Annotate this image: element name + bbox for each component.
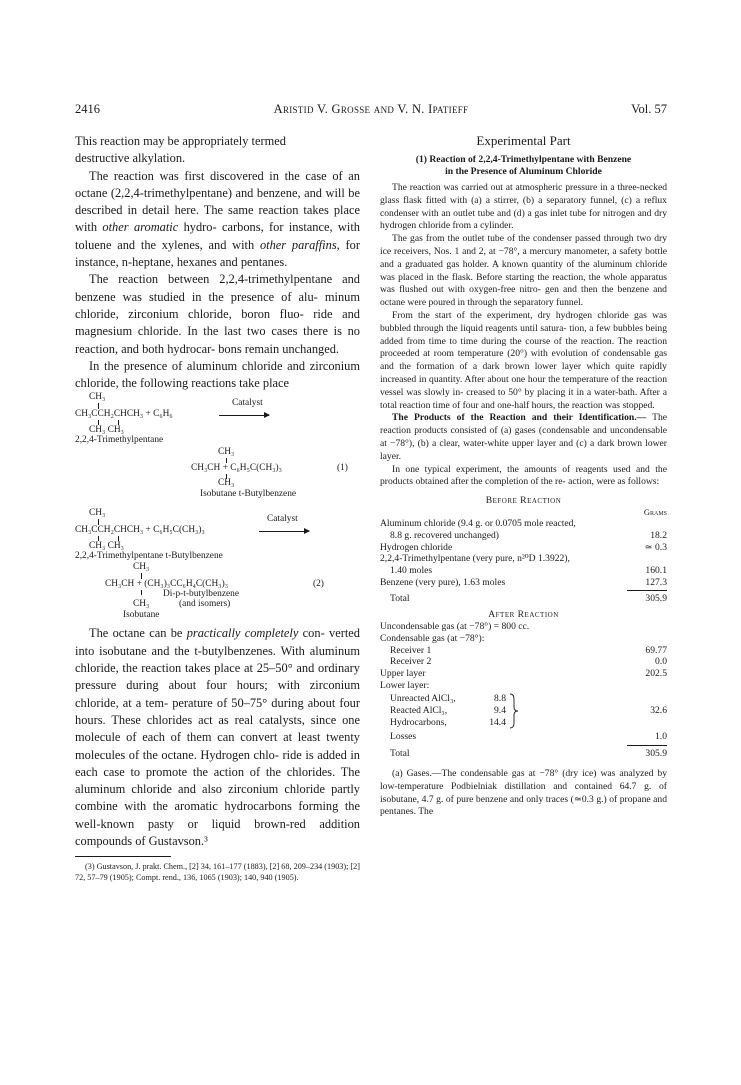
text-line: cases there is no reaction, and both hydrocar- xyxy=(75,324,361,356)
text-line: hexanes and pentanes. xyxy=(176,255,288,270)
table-row xyxy=(380,656,667,668)
text-line: action, were as follows: xyxy=(568,476,660,488)
row-value: 32.6 xyxy=(650,705,667,717)
eq-substituent: CH₃ CH₃ xyxy=(89,425,124,436)
right-column xyxy=(380,133,667,819)
eq-substituent: CH₃ xyxy=(133,562,150,573)
text-line: With aluminum chloride, the reaction takes place xyxy=(75,643,360,676)
equation-number: (1) xyxy=(337,463,348,474)
row-value: 18.2 xyxy=(650,529,667,541)
text-line: pasty or liquid brown-red addition compounds of xyxy=(75,816,360,849)
text-line: also zirconium chloride partly combine with the xyxy=(75,782,360,814)
emphasis: other paraffins xyxy=(259,237,337,252)
table-row xyxy=(380,577,667,589)
after-reaction-table xyxy=(380,621,667,762)
table-row xyxy=(380,731,667,743)
text-line: was analyzed by low-temperature Podbielniak distillation xyxy=(380,768,668,792)
table-caption-after: After Reaction xyxy=(488,609,559,621)
paragraph xyxy=(75,625,360,850)
text-line: whole apparatus was flushed out with oxygen-free nitro- xyxy=(380,271,667,296)
text-line: The reaction was carried out at atmospheric pressure xyxy=(392,182,598,193)
text-line: gas and the formation of a dark brown lower layer which xyxy=(380,348,667,373)
bond-line xyxy=(141,590,142,595)
footnote xyxy=(75,862,360,883)
row-label: Receiver 1 xyxy=(390,644,432,656)
table-row xyxy=(380,553,667,565)
text-line: (1) Reaction of 2,2,4-Trimethylpentane with Benzene xyxy=(415,154,632,165)
row-label: Unreacted AlCl₃, xyxy=(390,693,456,705)
text-line: at 25–50° and ordinary pressure during about xyxy=(75,661,360,693)
eq-reactants: CH₃CCH₂CHCH₃ + C₆H₆ xyxy=(75,409,173,420)
table-row xyxy=(380,645,667,657)
paragraph xyxy=(75,358,360,393)
compound-name: 2,2,4-Trimethylpentane xyxy=(75,435,164,446)
text-line: and only traces (≃0.3 g.) of propane and pentanes. The xyxy=(380,793,667,818)
text-line: (1903); 140, 940 (1905). xyxy=(217,872,299,882)
footnote-rule xyxy=(75,856,171,857)
lower-layer-group xyxy=(380,691,667,729)
text-line: The reaction was first discovered in the case of xyxy=(89,168,343,183)
row-label: Losses xyxy=(390,731,417,743)
text-line: This reaction may be appropriately termed xyxy=(75,134,286,148)
eq-substituent: CH₃ xyxy=(218,478,235,489)
row-label: Benzene (very pure), 1.63 moles xyxy=(380,576,506,588)
run-in-heading: (a) Gases. xyxy=(392,768,432,780)
compound-name: Isobutane t-Butylbenzene xyxy=(200,489,297,500)
text-line: con- xyxy=(298,626,325,641)
row-value: 9.4 xyxy=(494,705,506,717)
text-line: From the start of the experiment, dry hydrogen chloride xyxy=(392,309,629,321)
table-row xyxy=(380,530,667,542)
page-number: 2416 xyxy=(75,102,100,116)
left-column xyxy=(75,133,360,884)
row-value: 0.0 xyxy=(655,656,667,668)
text-line: and with xyxy=(208,237,260,252)
text-line: a mercury manometer, a safety bottle and a graduated gas xyxy=(380,245,667,270)
text-line: quite rapidly increased in quantity. After about one xyxy=(380,361,667,385)
text-line: and the products obtained after the completion of the re- xyxy=(380,463,667,488)
table-row xyxy=(380,668,667,680)
row-label: Receiver 2 xyxy=(390,656,432,668)
row-value: 14.4 xyxy=(489,717,506,729)
text-line: ride is added in each case to promote the action xyxy=(75,747,360,779)
total-row xyxy=(380,746,667,762)
row-label: Hydrocarbons, xyxy=(390,717,447,729)
text-line: tion, a few bubbles being added from time to time during xyxy=(380,322,667,347)
text-line: and uncondensable at −78°), (b) a clear, water-white xyxy=(380,425,667,449)
text-line: carbons, for instance, with toluene and the xylenes, xyxy=(75,220,360,252)
text-line: , for instance, n-heptane, xyxy=(75,237,360,270)
text-line: an octane (2,2,4-trimethylpentane) and benzene, xyxy=(75,168,360,200)
paragraph xyxy=(75,133,360,168)
row-label: 1.40 moles xyxy=(390,564,433,576)
equation-2 xyxy=(75,508,360,641)
text-line: four hours; with zirconium chloride, at a tem- xyxy=(75,678,360,710)
row-label: 8.8 g. recovered unchanged) xyxy=(390,529,499,541)
row-value: 202.5 xyxy=(645,668,667,679)
compound-name: Isobutane xyxy=(123,610,160,621)
row-value: 305.9 xyxy=(645,748,667,760)
subsection-title xyxy=(380,154,667,178)
total-row xyxy=(380,591,667,607)
table-row xyxy=(380,621,667,633)
text-line: and will be described in detail here. The same xyxy=(75,185,361,218)
eq-reactants: CH₃CCH₂CHCH₃ + C₆H₅C(CH₃)₃ xyxy=(75,525,205,536)
paragraph xyxy=(380,768,667,819)
row-value: 305.9 xyxy=(645,593,667,605)
eq-products: CH₃CH + C₆H₅C(CH₃)₃ xyxy=(191,463,282,474)
paragraph xyxy=(75,271,360,357)
paragraph xyxy=(380,412,667,463)
text-line: a separatory funnel, (c) a reflux condenser with an outlet xyxy=(380,194,667,219)
text-line: in a three-necked glass flask fitted with (a) a stirrer, (b) xyxy=(380,182,667,206)
text-line: room temperature (20°) with evolution of condensable xyxy=(433,348,651,360)
text-line: creased to 50° by placing it in a water-bath. After a total xyxy=(380,386,667,411)
text-line: These chlorides act as real catalysts, since one xyxy=(111,712,360,727)
text-line: gen and then the benzene and octane were poured in xyxy=(380,284,667,309)
text-line: gas was bubbled through the liquid reagents until satura- xyxy=(380,309,668,334)
eq-products: CH₃CH + (CH₃)₃CC₆H₄C(CH₃)₃ xyxy=(105,579,228,590)
text-line: stopped. xyxy=(622,399,655,411)
before-reaction-table xyxy=(380,507,667,607)
row-value: 1.0 xyxy=(655,731,667,743)
row-label: Uncondensable gas (at −78°) = 800 cc. xyxy=(380,621,530,633)
text-line: (3) Gustavson, J. prakt. Chem., [2] 34, 161–177 (1883), [2] 68, xyxy=(85,862,292,872)
text-line: The gas from the outlet tube of the condenser passed xyxy=(392,233,601,245)
row-value: 160.1 xyxy=(645,564,667,576)
row-value: 8.8 xyxy=(494,693,506,705)
text-line: In one typical experiment, the amounts of reagents used xyxy=(392,463,631,475)
text-line: reaction takes place with xyxy=(75,203,360,235)
paragraph xyxy=(75,168,360,272)
brace-icon xyxy=(509,693,519,729)
text-line: bons remain unchanged. xyxy=(218,341,340,356)
paragraph xyxy=(380,464,667,490)
text-line: hour the temperature of the reaction vessel was slowly in- xyxy=(380,373,667,398)
paragraph xyxy=(380,182,667,233)
units-header: Grams xyxy=(643,507,667,518)
eq-substituent: CH₃ CH₃ xyxy=(89,541,124,552)
table-row xyxy=(380,633,667,645)
eq-substituent: CH₃ xyxy=(89,392,106,403)
eq-substituent: CH₃ xyxy=(218,447,235,458)
text-line: place xyxy=(262,376,290,391)
row-value: 69.77 xyxy=(645,644,667,656)
row-label: Total xyxy=(390,593,410,605)
compound-name: 2,2,4-Trimethylpentane t-Butylbenzene xyxy=(75,551,223,562)
table-caption-before: Before Reaction xyxy=(485,495,562,507)
text-line: and benzene was studied in the presence of alu- xyxy=(75,272,360,304)
text-line: holder. A known quantity of the aluminum chloride xyxy=(462,258,667,270)
row-label: Aluminum chloride (9.4 g. or 0.0705 mole reacted, xyxy=(380,518,576,530)
volume-label: Vol. 57 xyxy=(631,102,667,116)
run-in-heading: The Products of the Reaction and their Identification.— xyxy=(392,412,647,424)
row-label: Condensable gas (at −78°): xyxy=(380,632,485,644)
row-label: Reacted AlCl₃, xyxy=(390,705,448,717)
row-label: Upper layer xyxy=(380,668,426,679)
row-value: ≃ 0.3 xyxy=(644,541,667,553)
equation-number: (2) xyxy=(313,579,324,590)
emphasis: other aromatic xyxy=(102,220,179,235)
text-line: destructive alkylation. xyxy=(75,151,186,166)
text-line: through the separatory funnel. xyxy=(467,297,584,309)
section-title: Experimental Part xyxy=(476,133,571,148)
compound-name: Di-p-t-butylbenzene xyxy=(163,589,240,600)
text-line: hydro- xyxy=(178,220,217,235)
eq-catalyst: Catalyst xyxy=(232,398,263,409)
text-line: minum chloride, zirconium chloride, boron fluo- xyxy=(75,289,360,321)
row-label: Lower layer: xyxy=(380,679,430,691)
compound-name: (and isomers) xyxy=(179,599,231,610)
text-line: was placed in the flask. Before starting the reaction, the xyxy=(380,271,601,283)
text-line: twenty molecules of the octane. Hydrogen chlo- xyxy=(75,730,360,762)
equation-1 xyxy=(75,392,360,500)
table-row xyxy=(380,680,667,692)
text-line: in the Presence of Aluminum Chloride xyxy=(445,166,602,177)
text-line: The reaction products consisted of (a) gases (condensable xyxy=(380,412,667,437)
reaction-arrow xyxy=(219,415,269,416)
paragraph xyxy=(380,233,667,310)
eq-catalyst: Catalyst xyxy=(267,514,298,525)
text-line: chloride from a cylinder. xyxy=(418,220,514,232)
eq-substituent: CH₃ xyxy=(89,508,106,519)
text-line: —The condensable gas at −78° (dry ice) xyxy=(431,768,597,780)
reaction-arrow xyxy=(259,531,309,532)
emphasis: practically completely xyxy=(186,626,299,641)
running-head-authors: Aristid V. Grosse and V. N. Ipatieff xyxy=(273,102,469,116)
text-line: tube and (d) a gas inlet tube for nitrogen and dry hydrogen xyxy=(380,207,667,232)
eq-substituent: CH₃ xyxy=(133,599,150,610)
text-line: 209–234 (1903); [2] 72, 57–79 (1905); Compt. rend., 136, 1065 xyxy=(75,862,361,882)
text-line: The reaction between 2,2,4-trimethylpentane xyxy=(89,272,333,287)
text-line: of the chlorides. The aluminum chloride and xyxy=(75,764,360,797)
text-line: upper layer and (c) a dark brown lower layer. xyxy=(380,437,667,462)
text-line: the course of the reaction. The reaction proceeded at xyxy=(380,335,667,360)
paragraph xyxy=(380,310,667,412)
text-line: perature of 50–75° during about four hours. xyxy=(75,695,360,727)
table-row xyxy=(380,542,667,554)
text-line: through two dry ice receivers, Nos. 1 and 2, at −78°, xyxy=(380,233,667,257)
text-line: and contained 64.7 g. of isobutane, 4.7 g. of pure benzene xyxy=(380,780,667,805)
text-line: ride and magnesium chloride. In the last two xyxy=(75,306,360,339)
text-line: reaction time of four and one-half hours, the reaction was xyxy=(399,399,621,411)
text-line: molecule of each of them can convert at least xyxy=(75,730,321,745)
row-value: 127.3 xyxy=(645,576,667,588)
table-row xyxy=(380,565,667,577)
text-line: zirconium chloride, the following reactions take xyxy=(75,358,360,391)
table-row xyxy=(380,518,667,530)
row-label: 2,2,4-Trimethylpentane (very pure, n²⁰D 1.3922), xyxy=(380,553,570,565)
text-line: verted into isobutane and the t-butylbenzenes. xyxy=(75,626,360,658)
text-line: The octane can be xyxy=(89,626,187,641)
text-line: aromatic hydrocarbons forming the well-known xyxy=(75,799,360,831)
text-line: Gustavson.³ xyxy=(148,834,208,849)
page-header xyxy=(75,102,667,118)
row-label: Hydrogen chloride xyxy=(380,541,453,553)
row-label: Total xyxy=(390,748,410,760)
text-line: In the presence of aluminum chloride and xyxy=(89,358,306,373)
